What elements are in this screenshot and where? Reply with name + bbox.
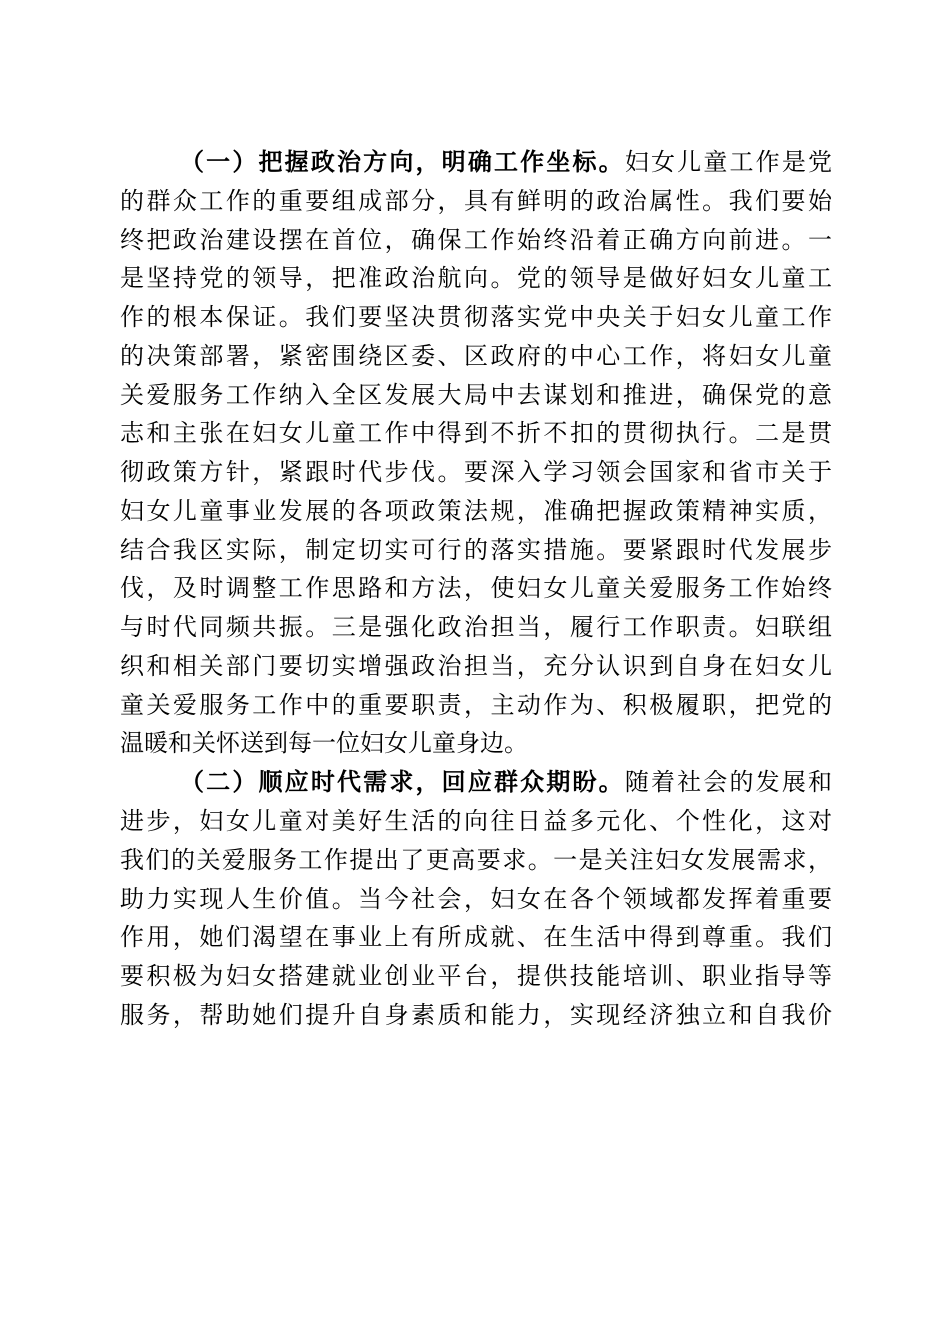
paragraph-line: 妇女儿童事业发展的各项政策法规，准确把握政策精神实质， xyxy=(120,496,832,525)
paragraph-line: 我们的关爱服务工作提出了更高要求。一是关注妇女发展需求， xyxy=(120,845,832,874)
section-2-heading: （二）顺应时代需求，回应群众期盼。 xyxy=(180,767,625,797)
paragraph-line: 温暖和关怀送到每一位妇女儿童身边。 xyxy=(120,729,528,758)
section-2-first-line xyxy=(120,763,832,802)
paragraph-line: 的决策部署，紧密围绕区委、区政府的中心工作，将妇女儿童 xyxy=(120,341,832,370)
paragraph-line: 作的根本保证。我们要坚决贯彻落实党中央关于妇女儿童工作 xyxy=(120,303,832,332)
section-1-first-line-text: 妇女儿童工作是党 xyxy=(624,148,832,176)
paragraph-line: 织和相关部门要切实增强政治担当，充分认识到自身在妇女儿 xyxy=(120,651,832,680)
paragraph-line: 志和主张在妇女儿童工作中得到不折不扣的贯彻执行。二是贯 xyxy=(120,419,832,448)
paragraph-line: 作用，她们渴望在事业上有所成就、在生活中得到尊重。我们 xyxy=(120,923,832,952)
paragraph-line: 结合我区实际，制定切实可行的落实措施。要紧跟时代发展步 xyxy=(120,535,832,564)
paragraph-line: 终把政治建设摆在首位，确保工作始终沿着正确方向前进。一 xyxy=(120,225,832,254)
document-body xyxy=(120,143,832,1035)
section-1-heading: （一）把握政治方向，明确工作坐标。 xyxy=(180,147,625,176)
paragraph-line: 的群众工作的重要组成部分，具有鲜明的政治属性。我们要始 xyxy=(120,186,832,215)
paragraph-line: 彻政策方针，紧跟时代步伐。要深入学习领会国家和省市关于 xyxy=(120,458,832,487)
paragraph-line: 童关爱服务工作中的重要职责，主动作为、积极履职，把党的 xyxy=(120,690,832,719)
section-2-first-line-text: 随着社会的发展和 xyxy=(624,768,832,797)
paragraph-line: 进步，妇女儿童对美好生活的向往日益多元化、个性化，这对 xyxy=(120,807,832,836)
paragraph-line: 是坚持党的领导，把准政治航向。党的领导是做好妇女儿童工 xyxy=(120,264,832,293)
paragraph-line: 服务，帮助她们提升自身素质和能力，实现经济独立和自我价 xyxy=(120,1000,832,1029)
paragraph-line: 与时代同频共振。三是强化政治担当，履行工作职责。妇联组 xyxy=(120,613,832,642)
paragraph-line: 要积极为妇女搭建就业创业平台，提供技能培训、职业指导等 xyxy=(120,962,832,991)
paragraph-line: 助力实现人生价值。当今社会，妇女在各个领域都发挥着重要 xyxy=(120,884,832,913)
paragraph-line: 关爱服务工作纳入全区发展大局中去谋划和推进，确保党的意 xyxy=(120,380,832,409)
paragraph-line: 伐，及时调整工作思路和方法，使妇女儿童关爱服务工作始终 xyxy=(120,574,832,603)
section-1-first-line xyxy=(120,143,832,182)
